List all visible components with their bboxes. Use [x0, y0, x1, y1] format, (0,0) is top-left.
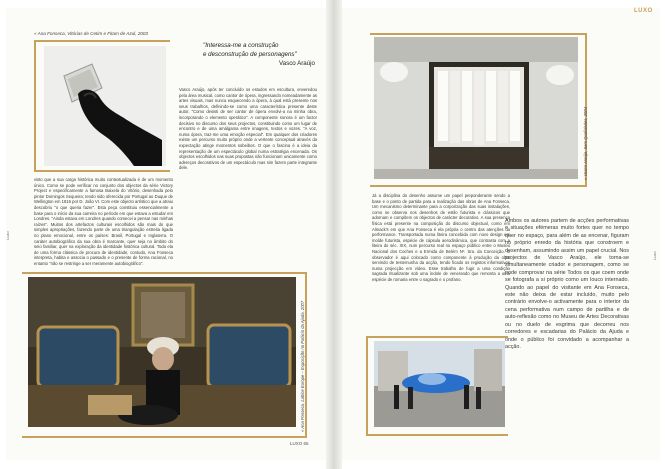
pull-quote	[203, 41, 323, 68]
right-column-2-text: Ambos os autores partem de acções performativas e situações efémeras muito fortes quer no tempo quer no espaço, para além de as encenar, figuram no próprio enredo da história que constroem e desenham, assumindo assim um papel crucial. Nos projectos de Vasco Araújo, ele torna-se simultaneamente criador e personagem, como se pode comprovar na série Todos os que coem onde se fotografa a si próprio como um louco internado. Quando ao papel do visitante em Ana Fonseca, este não deixa de estar incluído, muito pelo contrário envolve-o activamente para o interior da cena performativa num campo de partilha e de auto-reflexão como no Museu de Artes Decorativas ou no duelo de esgrima que decorreu nos corredores e escadarias do Palácio da Ajuda e onde o público foi convidado a acompanhar a acção.	[505, 218, 629, 350]
glove-tray-photo	[44, 46, 166, 166]
white-dresses-photo	[374, 37, 578, 179]
left-bottom-photo-caption: « Ana Fonseca, Lattice Europe – Exposição no Palácio da Ajuda, 2007	[300, 300, 305, 432]
quote-line-1: "Interessa-me a construção	[203, 42, 279, 49]
right-side-folio: Luxo	[652, 251, 657, 260]
quote-line-2: e desconstrução de personagens"	[203, 51, 297, 58]
section-header: LUXO	[634, 8, 653, 14]
right-column-1-text: Já a disciplina do desenho assume um papel preponderante sendo a base e o ponto de partida para a realização das obras de Ana Fonseca. Um mecanismo determinante para a corporização das suas instalações, como se observa nos desenhos de estilo futurista e clássicos que adornam e compõem os objectos de carácter decorativo. A sua presença física está presente na composição do discurso objectual, como em Almack's em que Ana Fonseca é ela própria o centro das atenções da performance. Transportada numa liteira concebida com novo design em molde futurista, espécie de cápsula aerodinâmica, que contrasta com a liteira do séc. XIX, num percurso real no espaço público entre o Museu Nacional dos Coches e a Ermida de Belém Nº. Sra. da Conceição. O observador é aqui colocado como componente à produção da obra servindo de testemunha da acção, tendo ficado os registos informativos numa projecção em vídeo. Esse trabalho de fugir a uma condição sagrada ritualizante sob uma índole de venerando que remonta a uma espécie de romaria entre o sagrado e o profano.	[372, 193, 510, 282]
left-column-2-text: Vasco Araújo, após ter concluído os estudos em escultura, enveredou pela área musical, como cantor de ópera, ingressando nomeadamente as artes visuais, mas nunca esquecendo a ópera, à qual está presente nos seus trabalhos, definindo-se como uma característica presente deste autor. "Como desisti de ser cantor de ópera envolvi-a na minha obra, incorporando o elemento operático". A componente sonora é um factor decisivo no discurso dos seus projectos, constituindo como um lugar de encontro e de uma amálgama entre imagens, textos e vozes. "A voz, numa ópera, traz-me uma emoção especial". Em qualquer dos criadores existe um percurso muito próprio onde a vertente conceptual através da expectação atinge momentos sobeibos. O que o fascina é a ideia da representação de um espectáculo global numa estratégia encenada. Os objectos escolhidos nas suas propostas não funcionam unicamente como adereços decorativos de um espectáculo mas sim fazem parte integrante dele.	[179, 87, 317, 171]
page-gutter	[326, 0, 342, 469]
left-side-folio: Luxo	[5, 231, 10, 240]
ornate-room-illustration	[28, 277, 296, 427]
white-dresses-illustration	[374, 37, 578, 179]
right-top-photo-caption: « Vasco Araújo, Sem Qualidades, 2004	[583, 106, 588, 180]
ornate-room-photo	[28, 277, 296, 427]
left-top-caption: « Ana Fonseca, Vitórias de Cetim e Fitam de Azul, 2003	[34, 31, 148, 36]
capsule-illustration	[374, 341, 505, 427]
left-column-1-text: visto que a sua carga histórica muito contextualizada é de um momento único. Como se pode verificar no conjunto dos objectos da série Victory Project e especificamente a famosa Baixela do Vitório, desenhada pelo pintor Domingos Sequeira; tendo sido oferecida por Portugal ao Duque de Wellington em 1816 por D. João VI. Com este objecto artístico que a atraiu descobriu "o que queria fazer". Esta peça constituiu essencialmente a base para o início da sua carreira no período em que estava a estudar em Londres. "Ainda estava em Londres quando comecei a pensar nas minhas raízes". Muitos dos artefactos culturais escolhidos são mais do que simples apropriações, fazendo parte de uma triangulação estreita ligada no plano emocional, entre os países: Brasil, Portugal e Inglaterra. O caráter autobiográfico da sua obra é marcante, quer seja no âmbito do seio familiar, quer na exploração da identidade histórica cultural. Toda ela de uma forma clássica de procura de identidade, contudo, Ana Fonseca interpreta, habita e associa o passado e o presente de forma racional, no entanto "não se restringe a ser meramente autobiográfico".	[34, 177, 173, 266]
quote-author: Vasco Araújo	[279, 60, 315, 67]
glove-tray-illustration	[44, 46, 166, 166]
capsule-performance-photo	[374, 341, 505, 427]
left-folio: LUXO 65	[290, 441, 309, 446]
